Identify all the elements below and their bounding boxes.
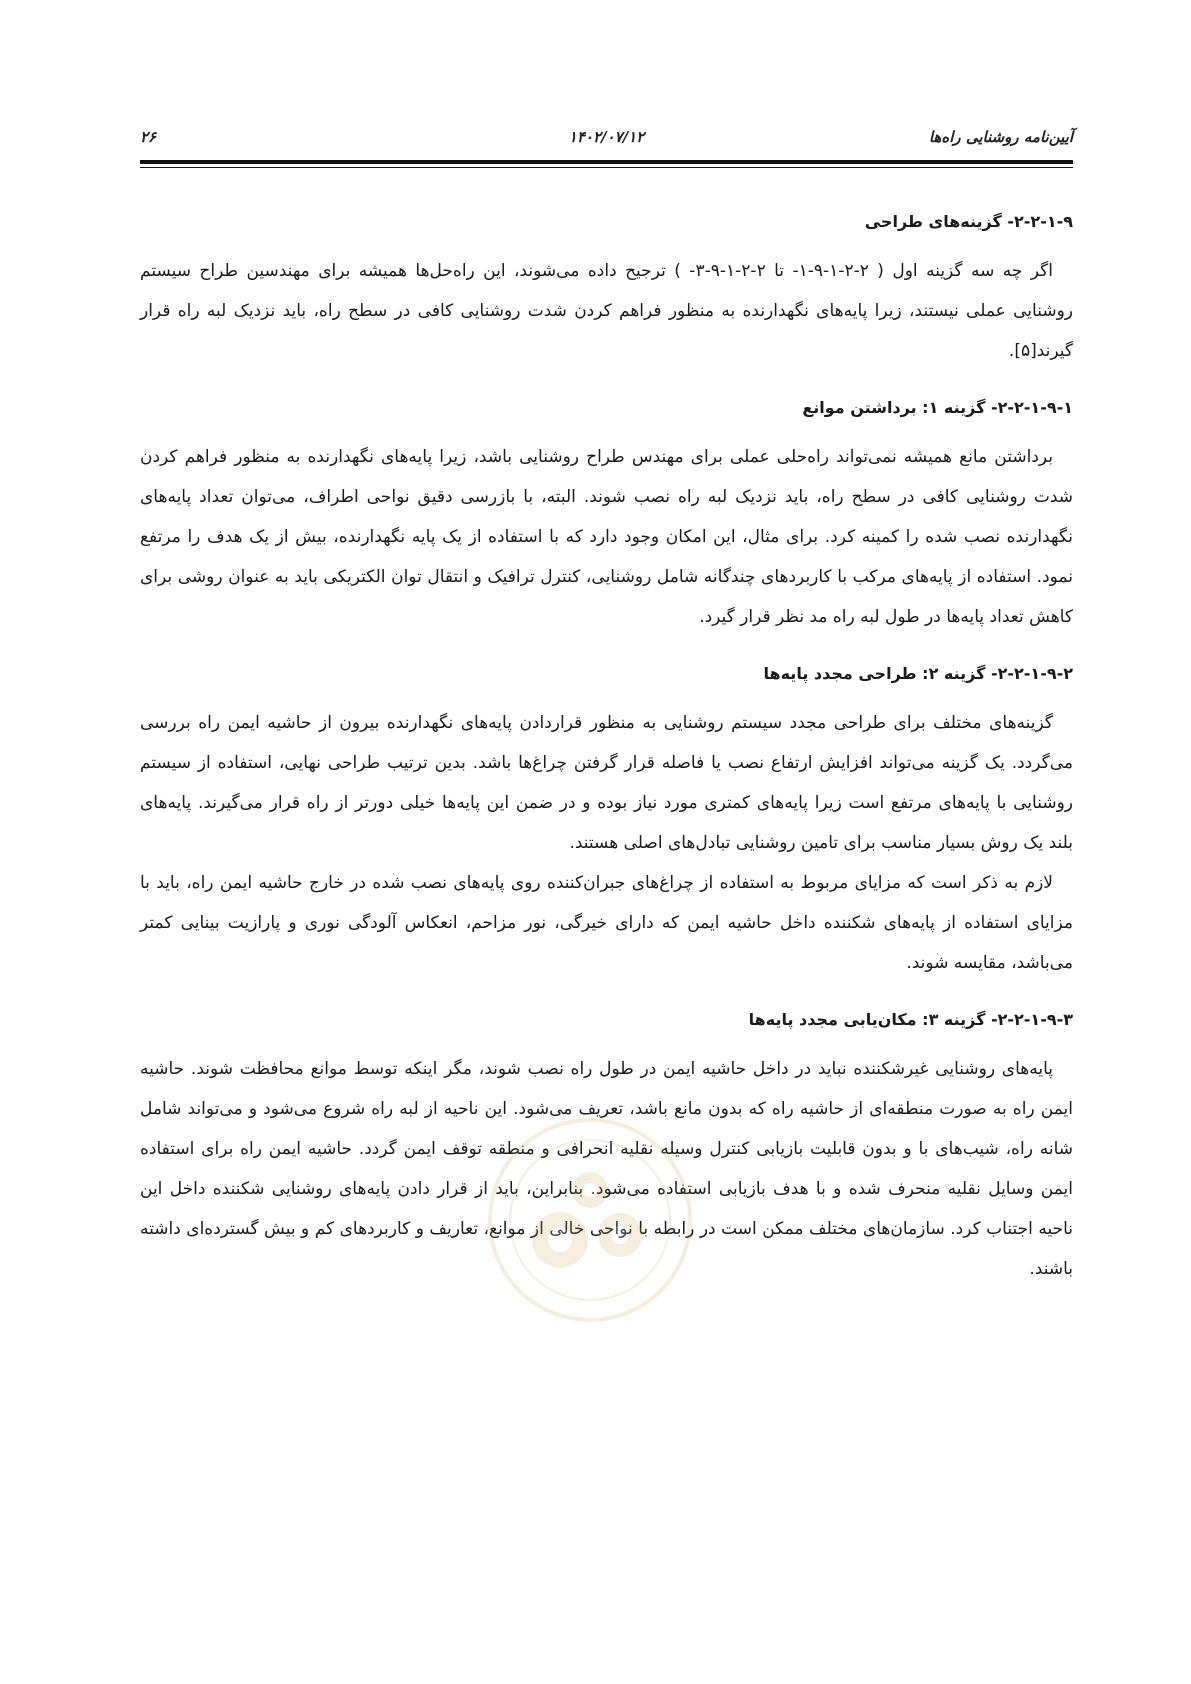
section-heading-option-3: ۲-۲-۱-۹-۳- گزینه ۳: مکان‌یابی مجدد پایه‌ها (748, 1010, 1073, 1029)
header-rule-thick (140, 160, 1073, 164)
paragraph: گزینه‌های مختلف برای طراحی مجدد سیستم روشنایی به منظور قراردادن پایه‌های نگهدارنده بیرون از حاشیه ایمن راه بررسی می‌گردد. یک گزینه می‌تواند افزایش ارتفاع نصب یا فاصله قرار گرفتن چراغ‌ها باشد. بدین ترتیب طراحی نهایی، استفاده از سیستم روشنایی با پایه‌های مرتفع است زیرا پایه‌های کمتری مورد نیاز بوده و در ضمن این پایه‌ها خیلی دورتر از راه قرار می‌گیرند. پایه‌های بلند یک روش بسیار مناسب برای تامین روشنایی تبادل‌های اصلی هستند. (140, 713, 1073, 853)
header-rule-thin (140, 167, 1073, 168)
section-heading-design-options: ۲-۲-۱-۹- گزینه‌های طراحی (864, 212, 1073, 231)
section-heading-option-2: ۲-۲-۱-۹-۲- گزینه ۲: طراحی مجدد پایه‌ها (763, 664, 1073, 683)
paragraph: اگر چه سه گزینه اول ( ۲-۲-۱-۹-۱- تا ۲-۲-۱-۹-۳- ) ترجیح داده می‌شوند، این راه‌حل‌ها همیشه برای مهندسین طراح سیستم روشنایی عملی نیستند، زیرا پایه‌های نگهدارنده به منظور فراهم کردن شدت روشنایی کافی در سطح راه، باید نزدیک لبه راه قرار گیرند[۵]. (140, 261, 1073, 361)
page-content (140, 205, 1073, 1289)
paragraph: لازم به ذکر است که مزایای مربوط به استفاده از چراغ‌های جبران‌کننده روی پایه‌های نصب شده در خارج حاشیه ایمن راه، باید با مزایای استفاده از پایه‌های شکننده داخل حاشیه ایمن که دارای خیرگی، نور مزاحم، انعکاس آلودگی نوری و پارازیت بینایی کمتر می‌باشد، مقایسه شوند. (140, 873, 1073, 973)
section-heading-option-1: ۲-۲-۱-۹-۱- گزینه ۱: برداشتن موانع (802, 398, 1073, 417)
page-number: ۲۶ (140, 128, 157, 146)
page-header (140, 128, 1073, 150)
header-date: ۱۴۰۲/۰۷/۱۲ (568, 128, 645, 146)
document-title: آیین‌نامه روشنایی راه‌ها (928, 128, 1073, 146)
paragraph: برداشتن مانع همیشه نمی‌تواند راه‌حلی عملی برای مهندس طراح روشنایی باشد، زیرا پایه‌های نگهدارنده به منظور فراهم کردن شدت روشنایی کافی در سطح راه، باید نزدیک لبه راه نصب شوند. البته، با بازرسی دقیق نواحی اطراف، می‌توان تعداد پایه‌های نگهدارنده نصب شده را کمینه کرد. برای مثال، این امکان وجود دارد که با استفاده از یک پایه نگهدارنده، بیش از یک هدف را مرتفع نمود. استفاده از پایه‌های مرکب با کاربردهای چندگانه شامل روشنایی، کنترل ترافیک و انتقال توان الکتریکی باید به عنوان روشی برای کاهش تعداد پایه‌ها در طول لبه راه مد نظر قرار گیرد. (140, 447, 1073, 627)
paragraph: پایه‌های روشنایی غیرشکننده نباید در داخل حاشیه ایمن در طول راه نصب شوند، مگر اینکه توسط موانع محافظت شوند. حاشیه ایمن راه به صورت منطقه‌ای از حاشیه راه که بدون مانع باشد، تعریف می‌شود. این ناحیه از لبه راه شروع می‌شود و می‌تواند شامل شانه راه، شیب‌های با و بدون قابلیت بازیابی کنترل وسیله نقلیه انحرافی و منطقه توقف ایمن گردد. حاشیه ایمن راه برای استفاده ایمن وسایل نقلیه منحرف شده و با هدف بازیابی استفاده می‌شود. بنابراین، باید از قرار دادن پایه‌های روشنایی شکننده داخل این ناحیه اجتناب کرد. سازمان‌های مختلف ممکن است در رابطه با نواحی خالی از موانع، تعاریف و کاربردهای کم و بیش گسترده‌ای داشته باشند. (140, 1059, 1073, 1279)
